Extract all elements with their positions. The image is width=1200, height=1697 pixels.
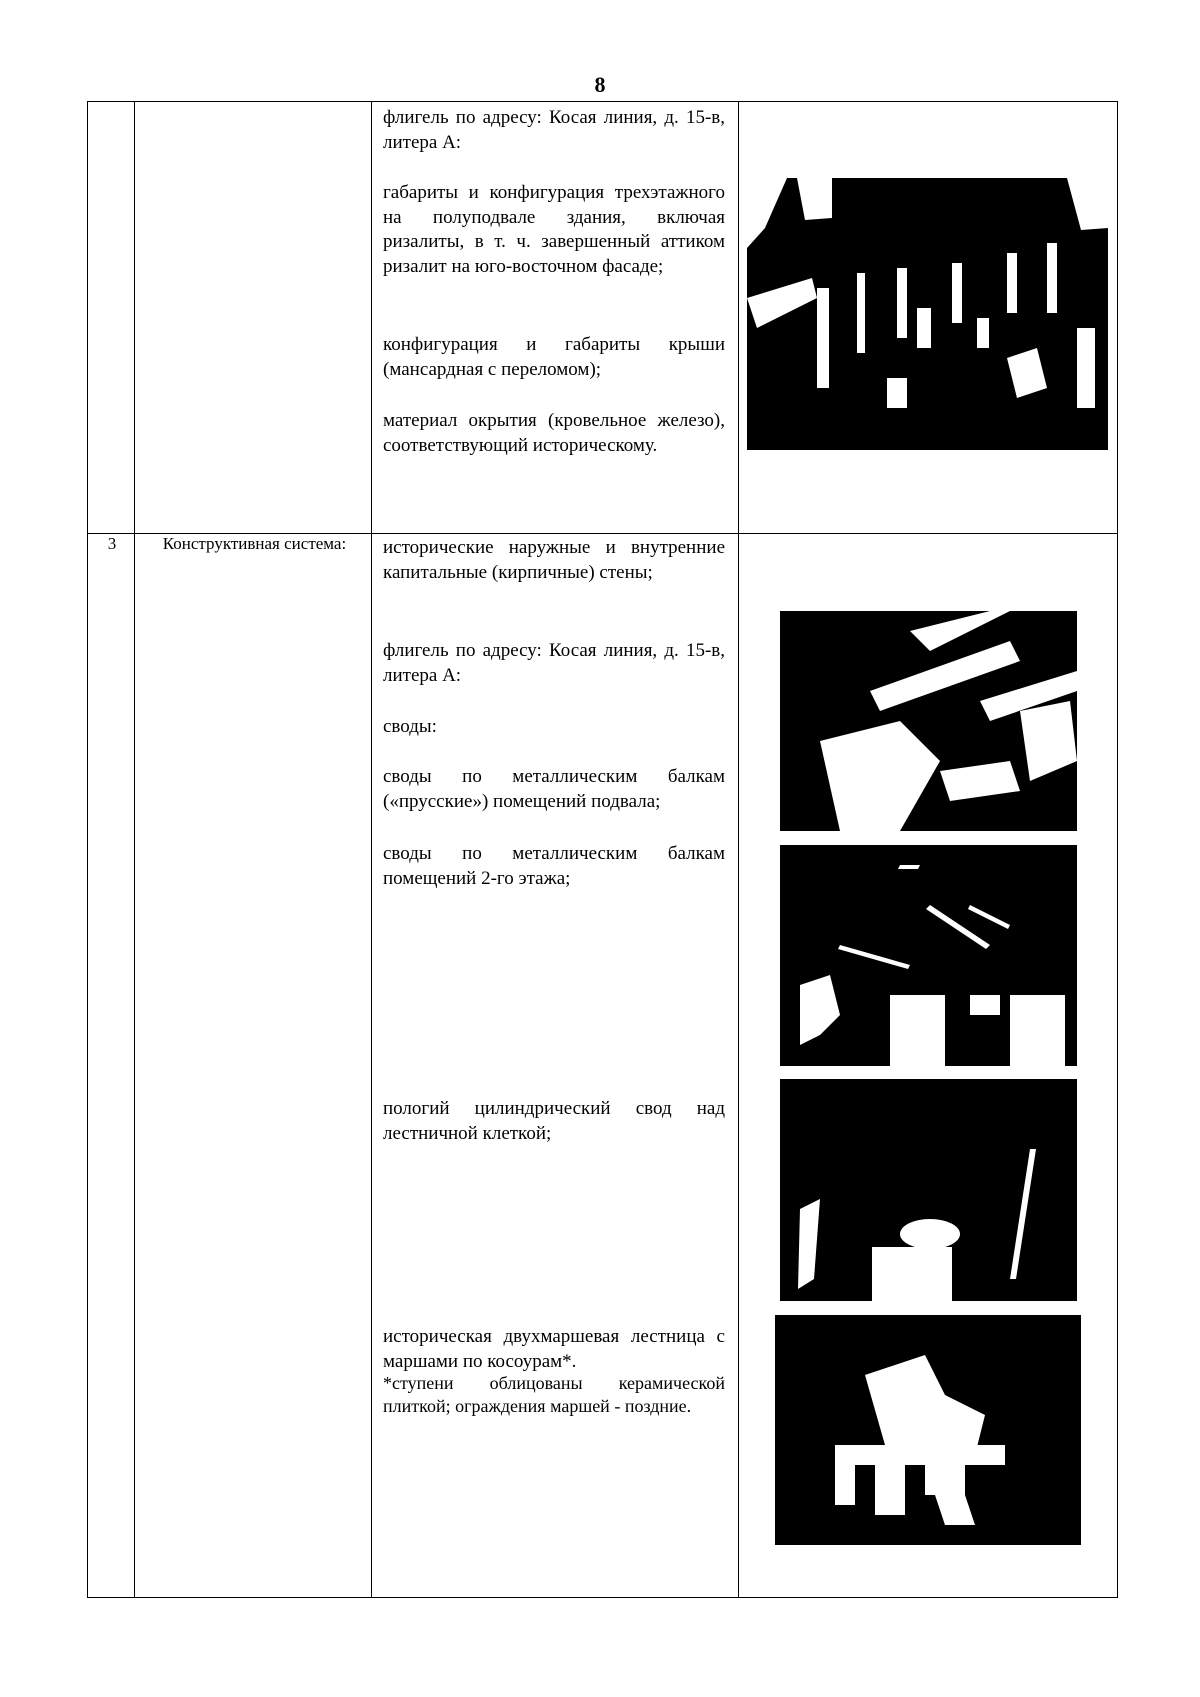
row-text: конфигурация и габариты крыши (мансардная с переломом); — [383, 334, 725, 380]
row-text: флигель по адресу: Косая линия, д. 15-в, литера А: — [383, 640, 725, 686]
photo-second-floor-vault — [780, 845, 1077, 1066]
row-text: историческая двухмаршевая лестница с маршами по косоурам*. — [383, 1326, 725, 1372]
row-name: Конструктивная система: — [162, 534, 347, 553]
page-number: 8 — [594, 72, 606, 97]
row-text: флигель по адресу: Косая линия, д. 15-в, литера А: — [383, 107, 725, 153]
photo-building-facade — [747, 178, 1108, 450]
row-text: материал окрытия (кровельное железо), соответствующий историческому. — [383, 410, 725, 456]
row-text: *ступени облицованы керамической плиткой; ограждения маршей - поздние. — [383, 1373, 725, 1416]
photo-staircase-vault — [780, 1079, 1077, 1301]
row-text: исторические наружные и внутренние капитальные (кирпичные) стены; — [383, 537, 725, 583]
column-divider — [134, 102, 135, 1597]
photo-basement-vault — [780, 611, 1077, 831]
row-text: габариты и конфигурация трехэтажного на полуподвале здания, включая ризалиты, в т. ч. завершенный аттиком ризалит на юго-восточном фасаде; — [383, 182, 725, 277]
table — [87, 101, 1118, 1598]
column-divider — [738, 102, 739, 1597]
row-number: 3 — [107, 534, 117, 553]
row-text: своды по металлическим балкам («прусские») помещений подвала; — [383, 766, 725, 812]
row-text: своды по металлическим балкам помещений 2-го этажа; — [383, 843, 725, 889]
row-text: своды: — [383, 716, 437, 737]
photo-staircase — [775, 1315, 1081, 1545]
column-divider — [371, 102, 372, 1597]
row-text: пологий цилиндрический свод над лестничной клеткой; — [383, 1098, 725, 1144]
